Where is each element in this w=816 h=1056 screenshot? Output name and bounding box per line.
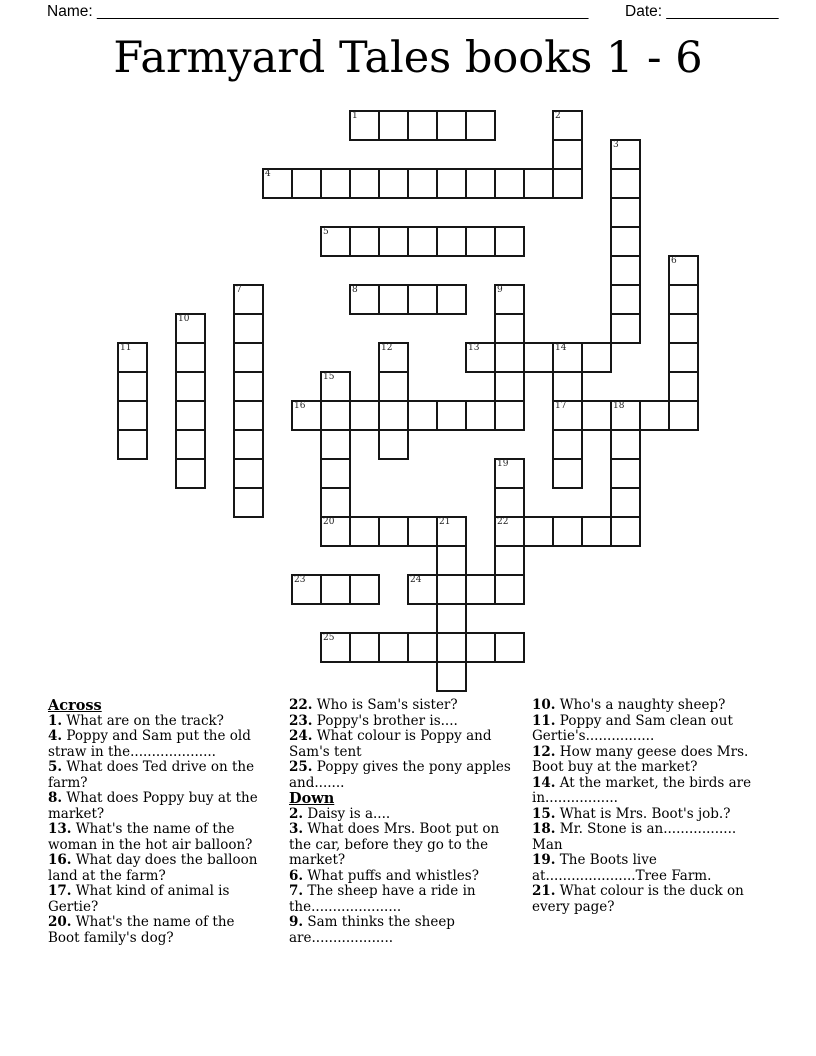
- grid-cell: [349, 574, 380, 605]
- grid-cell: [581, 342, 612, 373]
- grid-cell-number: 16: [294, 401, 306, 411]
- grid-cell: [407, 574, 438, 605]
- clue-number: 7.: [289, 883, 304, 899]
- grid-cell-number: 15: [323, 372, 335, 382]
- clue-number: 23.: [289, 712, 313, 729]
- grid-cell-number: 8: [352, 285, 358, 295]
- grid-cell: [407, 168, 438, 199]
- clue: 22. Who is Sam's sister?: [289, 697, 458, 713]
- clue-column-left: [48, 698, 270, 946]
- grid-cell: [465, 168, 496, 199]
- clue-number: 18.: [532, 821, 556, 837]
- grid-cell: [494, 632, 525, 663]
- grid-cell: [436, 516, 467, 547]
- clue: 4. Poppy and Sam put the old straw in the....................: [48, 728, 251, 760]
- clue-number: 20.: [48, 914, 72, 930]
- name-label: Name:: [47, 3, 93, 20]
- grid-cell: [117, 342, 148, 373]
- grid-cell-number: 17: [555, 401, 567, 411]
- grid-cell: [175, 400, 206, 431]
- grid-cell: [494, 313, 525, 344]
- clue-number: 19.: [532, 852, 556, 868]
- grid-cell: [407, 284, 438, 315]
- grid-cell: [610, 226, 641, 257]
- grid-cell: [233, 487, 264, 518]
- clue: 20. What's the name of the Boot family's dog?: [48, 914, 235, 946]
- grid-cell: [610, 487, 641, 518]
- grid-cell: [668, 400, 699, 431]
- grid-cell: [436, 603, 467, 634]
- grid-cell-number: 22: [497, 517, 509, 527]
- grid-cell-number: 25: [323, 633, 335, 643]
- clue-number: 16.: [48, 852, 72, 868]
- grid-cell: [552, 110, 583, 141]
- date-label: Date:: [625, 3, 663, 20]
- grid-cell: [407, 226, 438, 257]
- clue: 24. What colour is Poppy and Sam's tent: [289, 728, 492, 760]
- grid-cell: [233, 371, 264, 402]
- grid-cell: [175, 371, 206, 402]
- grid-cell: [320, 226, 351, 257]
- grid-cell: [668, 342, 699, 373]
- clue-number: 10.: [532, 697, 556, 713]
- grid-cell: [378, 516, 409, 547]
- grid-cell: [581, 400, 612, 431]
- grid-cell: [610, 429, 641, 460]
- grid-cell: [407, 400, 438, 431]
- grid-cell-number: 1: [352, 111, 358, 121]
- grid-cell: [378, 284, 409, 315]
- grid-cell: [552, 371, 583, 402]
- clue-number: 12.: [532, 743, 556, 760]
- down-heading: Down: [289, 790, 335, 807]
- grid-cell: [378, 226, 409, 257]
- grid-cell-number: 3: [613, 140, 619, 150]
- grid-cell: [465, 400, 496, 431]
- grid-cell: [494, 545, 525, 576]
- grid-cell-number: 11: [120, 343, 132, 353]
- grid-cell: [552, 168, 583, 199]
- clue-number: 9.: [289, 914, 304, 930]
- grid-cell: [465, 632, 496, 663]
- clue-number: 21.: [532, 883, 556, 899]
- grid-cell: [320, 516, 351, 547]
- grid-cell: [494, 516, 525, 547]
- grid-cell: [175, 429, 206, 460]
- grid-cell-number: 23: [294, 575, 306, 585]
- grid-cell-number: 14: [555, 343, 567, 353]
- grid-cell: [436, 574, 467, 605]
- name-blank-line: _________________________________________________________: [96, 3, 589, 20]
- grid-cell: [610, 400, 641, 431]
- grid-cell: [494, 574, 525, 605]
- grid-cell: [320, 458, 351, 489]
- grid-cell-number: 4: [265, 169, 271, 179]
- grid-cell: [233, 429, 264, 460]
- grid-cell-number: 21: [439, 517, 451, 527]
- grid-cell: [117, 400, 148, 431]
- grid-cell: [494, 168, 525, 199]
- grid-cell: [349, 632, 380, 663]
- clue: 18. Mr. Stone is an................. Man: [532, 821, 737, 853]
- grid-cell: [349, 400, 380, 431]
- clue: 25. Poppy gives the pony apples and.......: [289, 759, 511, 791]
- grid-cell: [523, 342, 554, 373]
- grid-cell-number: 6: [671, 256, 677, 266]
- grid-cell-number: 2: [555, 111, 561, 121]
- grid-cell: [233, 284, 264, 315]
- grid-cell: [175, 342, 206, 373]
- grid-cell: [349, 226, 380, 257]
- clue-number: 24.: [289, 728, 313, 744]
- grid-cell: [117, 371, 148, 402]
- grid-cell: [291, 168, 322, 199]
- grid-cell-number: 12: [381, 343, 393, 353]
- clue-column-middle: [289, 698, 514, 946]
- grid-cell: [610, 168, 641, 199]
- grid-cell: [465, 110, 496, 141]
- clue-number: 15.: [532, 805, 556, 822]
- grid-cell: [262, 168, 293, 199]
- grid-cell: [436, 284, 467, 315]
- grid-cell-number: 24: [410, 575, 422, 585]
- clue-number: 1.: [48, 712, 63, 729]
- grid-cell: [291, 400, 322, 431]
- grid-cell: [175, 458, 206, 489]
- grid-cell: [552, 458, 583, 489]
- grid-cell: [610, 255, 641, 286]
- grid-cell: [378, 429, 409, 460]
- clue: 13. What's the name of the woman in the hot air balloon?: [48, 821, 253, 853]
- clue: 15. What is Mrs. Boot's job.?: [532, 805, 731, 822]
- grid-cell: [668, 371, 699, 402]
- grid-cell: [552, 342, 583, 373]
- clue-number: 5.: [48, 759, 63, 775]
- clue: 16. What day does the balloon land at the farm?: [48, 852, 258, 884]
- grid-cell: [610, 139, 641, 170]
- grid-cell: [610, 313, 641, 344]
- grid-cell: [668, 284, 699, 315]
- clue: 2. Daisy is a....: [289, 805, 391, 822]
- grid-cell: [494, 342, 525, 373]
- clue: 21. What colour is the duck on every page?: [532, 883, 744, 915]
- grid-cell: [117, 429, 148, 460]
- across-heading: Across: [48, 697, 102, 714]
- clue-number: 22.: [289, 697, 313, 713]
- grid-cell: [668, 255, 699, 286]
- clue: 6. What puffs and whistles?: [289, 867, 479, 884]
- grid-cell: [610, 458, 641, 489]
- clue: 14. At the market, the birds are in.................: [532, 774, 752, 806]
- grid-cell: [233, 342, 264, 373]
- page-title: Farmyard Tales books 1 - 6: [113, 33, 703, 83]
- grid-cell: [523, 516, 554, 547]
- grid-cell: [320, 574, 351, 605]
- grid-cell: [494, 371, 525, 402]
- grid-cell: [436, 168, 467, 199]
- clue: 11. Poppy and Sam clean out Gertie's................: [532, 712, 733, 744]
- clue-number: 11.: [532, 712, 556, 729]
- grid-cell: [436, 545, 467, 576]
- grid-cell: [378, 110, 409, 141]
- grid-cell: [494, 400, 525, 431]
- grid-cell: [610, 197, 641, 228]
- grid-cell: [494, 487, 525, 518]
- grid-cell: [378, 632, 409, 663]
- clue: 5. What does Ted drive on the farm?: [48, 759, 255, 791]
- grid-cell: [175, 313, 206, 344]
- clue-number: 2.: [289, 805, 304, 822]
- grid-cell: [581, 516, 612, 547]
- grid-cell: [349, 168, 380, 199]
- grid-cell-number: 19: [497, 459, 509, 469]
- grid-cell: [378, 342, 409, 373]
- clue-number: 3.: [289, 821, 304, 837]
- clue: 9. Sam thinks the sheep are...................: [289, 914, 455, 946]
- grid-cell: [552, 516, 583, 547]
- clue-number: 17.: [48, 883, 72, 899]
- grid-cell: [378, 168, 409, 199]
- grid-cell: [233, 400, 264, 431]
- grid-cell-number: 20: [323, 517, 335, 527]
- grid-cell: [494, 284, 525, 315]
- grid-cell: [436, 226, 467, 257]
- grid-cell-number: 13: [468, 343, 480, 353]
- grid-cell: [320, 400, 351, 431]
- clue: 7. The sheep have a ride in the.....................: [289, 883, 476, 915]
- clue: 19. The Boots live at.....................Tree Farm.: [532, 852, 712, 884]
- grid-cell-number: 7: [236, 285, 242, 295]
- clue: 10. Who's a naughty sheep?: [532, 697, 726, 713]
- grid-cell: [378, 371, 409, 402]
- grid-cell-number: 18: [613, 401, 625, 411]
- grid-cell: [233, 313, 264, 344]
- clue: 12. How many geese does Mrs. Boot buy at the market?: [532, 743, 749, 775]
- grid-cell: [465, 342, 496, 373]
- grid-cell: [552, 400, 583, 431]
- grid-cell: [233, 458, 264, 489]
- clue: 1. What are on the track?: [48, 712, 224, 729]
- clue: 3. What does Mrs. Boot put on the car, before they go to the market?: [289, 821, 500, 868]
- grid-cell: [436, 400, 467, 431]
- grid-cell: [610, 284, 641, 315]
- date-blank-line: _____________: [666, 3, 779, 20]
- clue: 8. What does Poppy buy at the market?: [48, 790, 258, 822]
- clue: 23. Poppy's brother is....: [289, 712, 458, 729]
- grid-cell-number: 5: [323, 227, 329, 237]
- grid-cell: [494, 458, 525, 489]
- grid-cell: [523, 168, 554, 199]
- grid-cell: [349, 284, 380, 315]
- grid-cell: [291, 574, 322, 605]
- grid-cell: [436, 110, 467, 141]
- clue-number: 6.: [289, 867, 304, 884]
- header-row: [47, 3, 779, 21]
- grid-cell: [552, 429, 583, 460]
- grid-cell: [320, 487, 351, 518]
- grid-cell-number: 10: [178, 314, 190, 324]
- clue-number: 4.: [48, 728, 63, 744]
- grid-cell: [320, 632, 351, 663]
- grid-cell: [436, 661, 467, 692]
- clue-number: 25.: [289, 759, 313, 775]
- grid-cell: [320, 429, 351, 460]
- grid-cell: [465, 226, 496, 257]
- grid-cell: [320, 371, 351, 402]
- grid-cell: [552, 139, 583, 170]
- grid-cell: [610, 516, 641, 547]
- grid-cell: [349, 516, 380, 547]
- grid-cell: [320, 168, 351, 199]
- grid-cell: [436, 632, 467, 663]
- grid-cell: [407, 110, 438, 141]
- grid-cell-number: 9: [497, 285, 503, 295]
- clue-number: 14.: [532, 774, 556, 791]
- grid-cell: [668, 313, 699, 344]
- grid-cell: [639, 400, 670, 431]
- grid-cell: [349, 110, 380, 141]
- clue-number: 8.: [48, 790, 63, 806]
- grid-cell: [378, 400, 409, 431]
- clue-number: 13.: [48, 821, 72, 837]
- grid-cell: [407, 516, 438, 547]
- clue-column-right: [532, 698, 760, 915]
- grid-cell: [465, 574, 496, 605]
- grid-cell: [494, 226, 525, 257]
- grid-cell: [407, 632, 438, 663]
- clue: 17. What kind of animal is Gertie?: [48, 883, 230, 915]
